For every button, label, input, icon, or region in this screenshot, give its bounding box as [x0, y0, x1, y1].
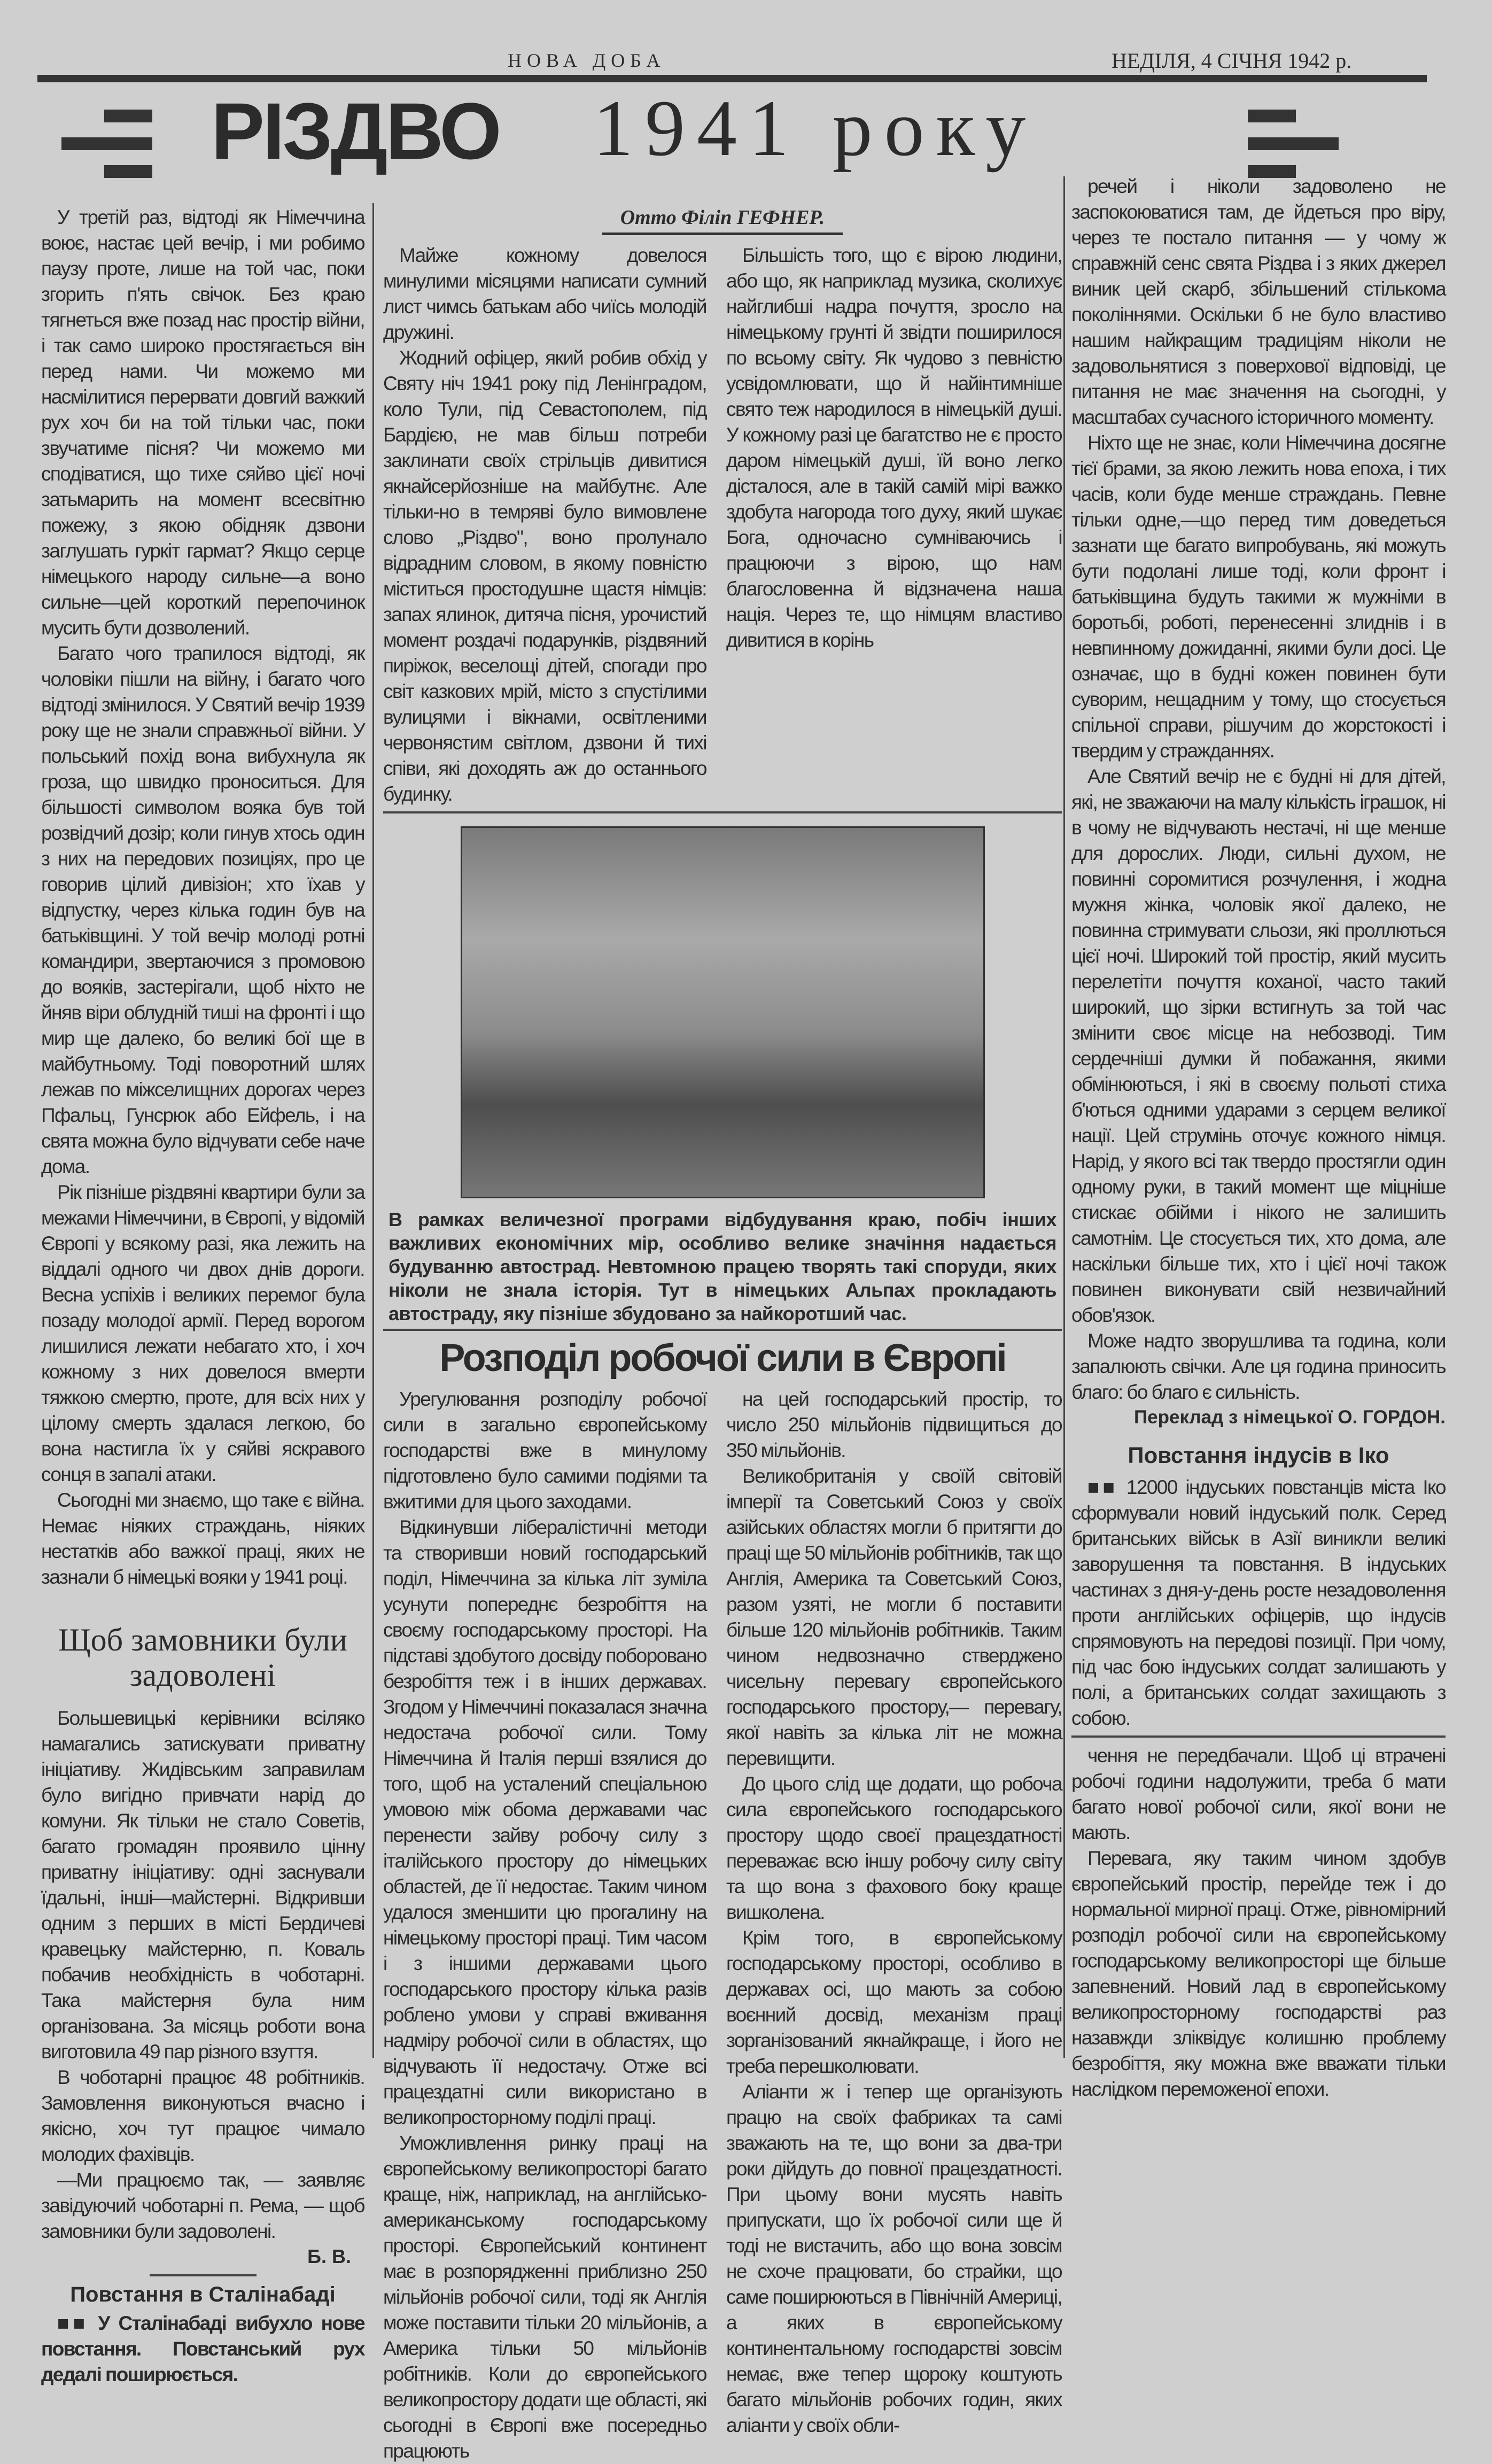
labor-article-col3 — [726, 1386, 1062, 2464]
section-rule — [383, 1329, 1062, 1331]
paragraph: До цього слід ще додати, що робоча сила європейського господарського простору щодо своєї працездатності переважає всю іншу робочу силу світу та що вона з фахового боку краще вишколена. — [726, 1773, 1062, 1923]
paragraph: чення не передбачали. Щоб ці втрачені робочі години надолужити, треба б мати багато нової робочої сили, якої вони не мають. — [1071, 1745, 1446, 1843]
paragraph: ■■ 12000 індуських повстанців міста Іко сформували новий індуський полк. Серед британських військ в Азії виникли великі заворушення та повстання. В індуських частинах з дня-у-день росте незадоволення проти англійських офіцерів, що індусів спрямовують на передові позиції. При чому, під час бою індуських солдат залишають у полі, а британських солдат захищають з собою. — [1071, 1476, 1446, 1729]
paragraph: Відкинувши лібералістичні методи та створивши новий господарський поділ, Німеччина за кілька літ зуміла усунути попереднє безробіття на своєму господарському просторі. На підставі здобутого досвіду поборовано безробіття теж і в інших державах. Згодом у Німеччині показалася значна недостача робочої сили. Тому Німеччина й Італія перші взялися до того, щоб на усталений спеціальною умовою між обома державами час перенести зайву робочу силу з італійського простору до німецьких областей, де її недостає. Таким чином удалося зменшити цю прогалину на німецькому просторі праці. Тим часом і з іншими державами цього господарського простору кілька разів роблено умови у справі вживання надміру робочої сили в областях, що відчувають її недостачу. Отже всі працездатні сили використано в великопросторному поділі праці. — [383, 1516, 706, 2128]
customers-article-body — [41, 1706, 364, 2244]
paragraph: Сьогодні ми знаємо, що таке є війна. Немає ніяких страждань, ніяких нестатків або важкої праці, яких не зазнали б німецькі вояки у 1941 році. — [41, 1489, 364, 1588]
main-article-col3 — [726, 243, 1062, 807]
main-title-bold: РІЗДВО — [211, 86, 500, 176]
paragraph: Рік пізніше різдвяні квартири були за межами Німеччини, в Європі, у відомій Європі у всякому разі, яка лежить на віддалі одного чи двох днів дороги. Весна успіхів і великих перемог була позаду молодої армії. Перед ворогом лишилися лежати небагато хто, і хоч кожному з них довелося вмерти тяжкою смертю, проте, для всіх них у цілому смерть здалася легкою, бо вона настигла їх у сяйві яскравого сонця в запалі атаки. — [41, 1181, 364, 1485]
stalinabad-article-title: Повстання в Сталінабаді — [70, 2283, 336, 2306]
labor-article-col2 — [383, 1386, 706, 2464]
paragraph: Великобританія у своїй світовій імперії та Советський Союз у своїх азійських областях могли б притягти до праці ще 50 мільйонів робітників, так що Англія, Америка та Советський Союз, разом узяті, не могли б поставити більше 120 мільйонів робітників. Таким чином недвозначно ствердженo чисельну перевагу європейського господарського простору,— перевагу, якої навіть за кілька літ не можна перевищити. — [726, 1465, 1062, 1769]
masthead-rule — [37, 75, 1427, 82]
main-article-col4 — [1071, 174, 1446, 1405]
title-decoration-left — [61, 110, 152, 193]
paragraph: В чоботарні працює 48 робітників. Замовлення виконуються вчасно і якісно, хоч тут працює чимало молодих фахівців. — [41, 2066, 364, 2165]
column-divider — [372, 203, 374, 2058]
photo-alpine-autobahn-construction — [461, 826, 985, 1198]
paragraph: речей і ніколи задоволено не заспокоюватися там, де йдеться про віру, через те постало питання — у чому ж справжній сенс свята Різдва і з яких джерел виник цей скарб, збільшений стількома поколіннями. Оскільки б не було властиво нашим найкращим традиціям ніколи не задовольнятися з поверхової відповіді, це питання не має значення на сьогодні, у масштабах сучасного історичного моменту. — [1071, 175, 1446, 428]
paragraph: Багато чого трапилося відтоді, як чоловіки пішли на війну, і багато чого відтоді змінилося. У Святий вечір 1939 року ще не знали справжньої війни. У польський похід вона вибухнула як гроза, що швидко проноситься. Для більшості символом вояка був той розвідчий дозір; коли гинув хтось один з них на передових позиціях, про це говорив цілий дивізіон; хто їхав у відпустку, через кілька годин був на батьківщині. У той вечір молоді ротні командири, звертаючися з промовою до вояків, застерігали, щоб ніхто не йняв віри облудній тиші на фронті і що мир ще далеко, бо великі бої ще в майбутньому. Тоді поворотний шлях лежав по міжселищних дорогах через Пфальц, Гунсрюк або Ейфель, і на свята можна було відчувати себе наче дома. — [41, 642, 364, 1177]
paragraph: Крім того, в європейському господарському просторі, особливо в державах осі, що мають за собою воєнний досвід, механізм праці зорганізований якнайкраще, і його не треба перешколювати. — [726, 1927, 1062, 2077]
issue-date: НЕДІЛЯ, 4 СІЧНЯ 1942 р. — [1112, 49, 1352, 73]
paragraph: Більшість того, що є вірою людини, або що, як наприклад музика, сколихує найглибші надра почуття, зросло на німецькому грунті й звідти поширилося по всьому світу. Як чудово з певністю усвідомлювати, що й найінтимніше свято теж народилося в німецькій душі. У кожному разі це багатство не є просто даром німецькій душі, їй воно легко дісталося, але в такій самій мірі важко здобута нагорода того духу, який шукає Бога, одночасно сумніваючись і працюючи з вірою, що нам благословенна й відзначена наша нація. Через те, що німцям властиво дивитися в корінь — [726, 244, 1062, 651]
labor-article-col4 — [1071, 1743, 1446, 2102]
iko-article-title: Повстання індусів в Іко — [1128, 1443, 1389, 1468]
newspaper-name: НОВА ДОБА — [508, 50, 666, 71]
paragraph: Перевага, яку таким чином здобув європейський простір, перейде теж і до нормальної мирної праці. Отже, рівномірний розподіл робочої сили на європейському господарському великопросторі ще більше запевнений. Новий лад в європейському великопросторному господарстві раз назавжди зліквідує колишню проблему безробіття, яку можна вже вважати тільки наслідком переможеної епохи. — [1071, 1847, 1446, 2100]
paragraph: Большевицькі керівники всіляко намагались затискувати приватну ініціативу. Жидівським заправилам було вигідно привчати нарід до комуни. Як тільки не стало Советів, багато громадян проявило цінну приватну ініціативу: одні заснували їдальні, інші—майстерні. Відкривши одним з перших в місті Бердичеві кравецьку майстерню, п. Коваль побачив необхідність в чоботарні. Така майстерня була ним організована. За місяць роботи вона виготовила 49 пар різного взуття. — [41, 1707, 364, 2063]
paragraph: Може надто зворушлива та година, коли запалюють свічки. Але ця година приносить благо: бо благо є сильність. — [1071, 1330, 1446, 1403]
section-rule — [1071, 1735, 1446, 1738]
paragraph: —Ми працюємо так, — заявляє завідуючий чоботарні п. Рема, — щоб замовники були задоволені. — [41, 2169, 364, 2242]
paragraph: на цей господарський простір, то число 250 мільйонів підвищиться до 350 мільйонів. — [726, 1388, 1062, 1461]
main-article-middle-columns — [383, 243, 1062, 807]
translator-credit: Переклад з німецької О. ГОРДОН. — [1133, 1407, 1446, 1428]
main-title-light: 1941 року — [593, 84, 1038, 173]
paragraph: У третій раз, відтоді як Німеччина воює, настає цей вечір, і ми робимо паузу проте, лише на той час, поки згорить п'ять свічок. Без краю тягнеться вже позад нас простір війни, і так само широко простягається він перед нами. Чи можемо ми насмілитися перервати довгий важкий рух хоч би на той тільки час, поки звучатиме пісня? Чи можемо ми сподіватися, що тихе сяйво цієї ночі затьмарить на момент всесвітню пожежу, з якою обідняк дзвони заглушать гуркіт гармат? Якщо серце німецького народу сильне—а воно сильне—цей короткий перепочинок мусить бути дозволений. — [41, 206, 364, 639]
paragraph: Жодний офіцер, який робив обхід у Святу ніч 1941 року під Ленінградом, коло Тули, під Севастополем, під Бардією, не мав більш потреби заклинати своїх стрільців дивитися якнайсерйозніше на майбутнє. Але тільки-но в темряві було вимовлене слово „Різдво", воно пролунало відрадним словом, в якому повністю міститься простодушне щастя німців: запах ялинок, дитяча пісня, урочистий момент роздачі подарунків, різдвяний пиріжок, веселощі дітей, спогади про світ казкових мрій, місто з спустілими вулицями і вікнами, освітленими червонястим світлом, дзвони й тихі співи, які доходять аж до останнього будинку. — [383, 347, 706, 805]
main-article-col1 — [41, 205, 364, 1590]
main-article-col2 — [383, 243, 706, 807]
paragraph: Аліанти ж і тепер ще організують працю на своїх фабриках та самі зважають на те, що вони за два-три роки дійдуть до повної працездатності. При цьому вони мусять навіть припускати, що їх робочої сили ще й тоді не вистачить, або що вона зовсім не схоче працювати, бо страйки, що саме поширюються в Північній Америці, а яких в європейському континентальному господарстві зовсім немає, вже тепер щороку коштують багато мільйонів робочих годин, яких аліанти у своїх обли- — [726, 2081, 1062, 2436]
section-rule — [383, 811, 1062, 813]
middle-section — [383, 206, 1062, 2464]
customers-article-signature: Б. В. — [307, 2245, 351, 2267]
paragraph: Ніхто ще не знає, коли Німеччина досягне тієї брами, за якою лежить нова епоха, і тих часів, коли буде менше страждань. Певне тільки одне,—що перед тим доведеться зазнати ще багато випробувань, які можуть бути подолані лише тоді, коли фронт і батьківщина будуть такими ж мужніми в боротьбі, роботі, перенесенні злиднів і в невпинному дожиданні, якими були досі. Це означає, що в будні кожен повинен бути суворим, нещадним у тому, що стосується спільної справи, рішучим до жорстокості і твердим у стражданнях. — [1071, 432, 1446, 762]
labor-article-title: Розподіл робочої сили в Європі — [439, 1337, 1006, 1380]
stalinabad-article-body — [41, 2311, 364, 2388]
left-column — [41, 205, 364, 2388]
column-divider — [1063, 176, 1065, 2058]
section-rule — [150, 2274, 257, 2276]
paragraph: Але Святий вечір не є будні ні для дітей, які, не зважаючи на малу кількість іграшок, ні в чому не відчувають нестачі, ні ще менше для дорослих. Люди, сильні духом, не повинні соромитися розчулення, і жодна мужня жінка, чоловік якої далеко, не повинна стримувати сльози, які проллються цієї ночі. Широкий той простір, який мусить перелетіти почуття коханої, часто такий широкий, що зірки встигнуть за той час змінити своє місце на небозводі. Тим сердечніші думки й побажання, якими обмінюються, і які в своєму польоті стиха б'ються одними ударами з серцем великої нації. Цей струмінь оточує кожного німця. Нарід, у якого всі так твердо простягли один одному руки, в такий момент ще міцніше стискає обійми і нікого не залишить самотнім. Це стосується тих, хто дома, але наскільки більше тих, хто і цієї ночі також повинен виконувати свій незвичайний обов'язок. — [1071, 765, 1446, 1326]
article-author: Отто Філіп ГЕФНЕР. — [602, 206, 843, 235]
paragraph: Уможливлення ринку праці на європейському великопросторі багато краще, ніж, наприклад, на англійсько-американському господарському просторі. Європейський континент має в розпорядженні приблизно 250 мільйонів робочої сили, тоді як Англія може поставити тільки 20 мільйонів, а Америка тільки 50 мільйонів робітників. Коли до європейського великопростору додати ще області, які сьогодні в Європі вже посередньо працюють — [383, 2132, 706, 2462]
paragraph: Урегулювання розподілу робочої сили в загально європейському господарстві вже в минулому підготовлено було самими подіями та вжитими для цього заходами. — [383, 1388, 706, 1513]
photo-caption: В рамках величезної програми відбудування краю, побіч інших важливих економічних мір, особливо велике значіння надається будуванню автострад. Невтомною працею творять такі споруди, яких ніколи не знала історія. Тут в німецьких Альпах прокладають автостраду, яку пізніше збудовано за найкоротший час. — [388, 1208, 1056, 1324]
labor-article-middle-columns — [383, 1386, 1062, 2464]
paragraph: Майже кожному довелося минулими місяцями написати сумний лист чимсь батькам або чиїсь молодій дружині. — [383, 244, 706, 343]
iko-article-body — [1071, 1475, 1446, 1731]
right-column — [1071, 174, 1446, 2102]
customers-article-title: Щоб замовники були задоволені — [58, 1622, 347, 1693]
paragraph: ■■ У Сталінабаді вибухло нове повстання. Повстанський рух дедалі поширюється. — [41, 2312, 364, 2385]
